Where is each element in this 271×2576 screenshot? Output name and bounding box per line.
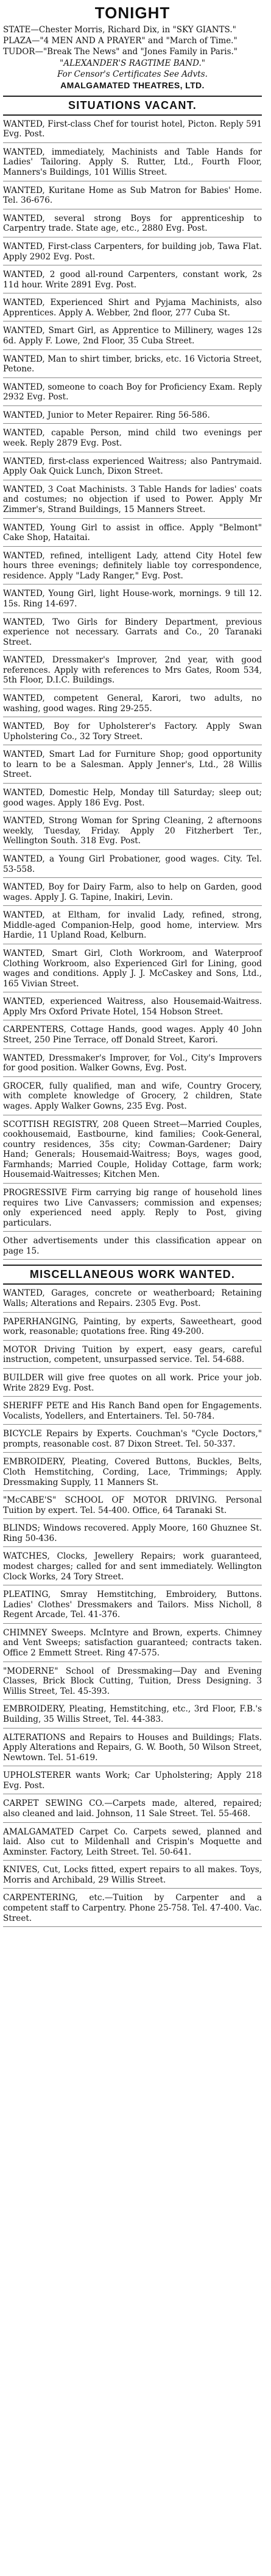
classified-ad: WANTED, a Young Girl Probationer, good wages. City. Tel. 53-558. xyxy=(3,854,262,878)
classified-ad: WANTED, experienced Waitress, also Housemaid-Waitress. Apply Mrs Oxford Private Hotel, 154 Hobson Street. xyxy=(3,997,262,1020)
classified-ad: WANTED, Man to shirt timber, bricks, etc. 16 Victoria Street, Petone. xyxy=(3,354,262,378)
classified-ad: WANTED, competent General, Karori, two adults, no washing, good wages. Ring 29-255. xyxy=(3,693,262,717)
classified-ad: WANTED, Dressmaker's Improver, for Vol., City's Improvers for good position. Walker Gowns, Evg. Post. xyxy=(3,1053,262,1077)
classified-ad: ALTERATIONS and Repairs to Houses and Buildings; Flats. Apply Alterations and Repairs, G. W. Booth, 50 Wilson Street, Newtown. Tel. 51-619. xyxy=(3,1733,262,1767)
classified-ad: KNIVES, Cut, Locks fitted, expert repairs to all makes. Toys, Morris and Archibald, 29 Willis Street. xyxy=(3,1865,262,1889)
classified-ad: MOTOR Driving Tuition by expert, easy gears, careful instruction, competent, unsurpassed service. Tel. 54-688. xyxy=(3,1345,262,1369)
classified-ad: WANTED, refined, intelligent Lady, attend City Hotel few hours three evenings; definitely liable toy correspondence, residence. Apply "Lady Ranger," Evg. Post. xyxy=(3,551,262,585)
classified-ad: WANTED, Junior to Meter Repairer. Ring 56-586. xyxy=(3,410,262,424)
situations-vacant-list xyxy=(3,119,262,1260)
classified-ad: UPHOLSTERER wants Work; Car Upholstering; Apply 218 Evg. Post. xyxy=(3,1771,262,1794)
page-title: TONIGHT xyxy=(94,4,171,22)
classified-ad: SHERIFF PETE and His Ranch Band open for Engagements. Vocalists, Yodellers, and Entertainers. Tel. 50-784. xyxy=(3,1401,262,1425)
classified-ad: WANTED, Boy for Dairy Farm, also to help on Garden, good wages. Apply J. G. Tapine, Inakiri, Levin. xyxy=(3,882,262,906)
classified-ad: WANTED, capable Person, mind child two evenings per week. Reply 2879 Evg. Post. xyxy=(3,428,262,452)
classified-ad: WANTED, Kuritane Home as Sub Matron for Babies' Home. Tel. 36-676. xyxy=(3,186,262,209)
classified-ad: CARPET SEWING CO.—Carpets made, altered, repaired; also cleaned and laid. Johnson, 11 Sale Street. Tel. 55-468. xyxy=(3,1799,262,1822)
classified-ad: BICYCLE Repairs by Experts. Couchman's "Cycle Doctors," prompts, reasonable cost. 87 Dixon Street. Tel. 50-337. xyxy=(3,1429,262,1453)
notice-tudor: TUDOR—"Break The News" and "Jones Family in Paris." xyxy=(3,47,238,57)
classified-ad: Other advertisements under this classification appear on page 15. xyxy=(3,1236,262,1260)
classified-ad: PROGRESSIVE Firm carrying big range of household lines requires two Live Canvassers; commission and expenses; only experienced need apply. Reply to Post, giving particulars. xyxy=(3,1188,262,1232)
classified-ad: BLINDS; Windows recovered. Apply Moore, 160 Ghuznee St. Ring 50-436. xyxy=(3,1523,262,1547)
classified-ad: WANTED, First-class Carpenters, for building job, Tawa Flat. Apply 2902 Evg. Post. xyxy=(3,242,262,265)
classified-ad: BUILDER will give free quotes on all work. Price your job. Write 2829 Evg. Post. xyxy=(3,1373,262,1397)
classified-ad: WANTED, someone to coach Boy for Proficiency Exam. Reply 2932 Evg. Post. xyxy=(3,382,262,406)
classified-ad: WANTED, Smart Lad for Furniture Shop; good opportunity to learn to be a Salesman. Apply Jenner's, Ltd., 28 Willis Street. xyxy=(3,749,262,784)
classified-ad: WANTED, Young Girl, light House-work, mornings. 9 till 12. 15s. Ring 14-697. xyxy=(3,589,262,612)
classified-ad: EMBROIDERY, Pleating, Hemstitching, etc., 3rd Floor, F.B.'s Building, 35 Willis Street, Tel. 44-383. xyxy=(3,1704,262,1728)
classified-ad: WANTED, Domestic Help, Monday till Saturday; sleep out; good wages. Apply 186 Evg. Post. xyxy=(3,788,262,812)
entertainment-notices xyxy=(3,25,262,91)
notice-plaza: PLAZA—"4 MEN AND A PRAYER" and "March of Time." xyxy=(3,36,238,46)
censor-note: For Censor's Certificates See Advts. xyxy=(57,69,208,79)
classified-ad: GROCER, fully qualified, man and wife, Country Grocery, with complete knowledge of Grocery, 2 children, State wages. Apply Walker Gowns, 235 Evg. Post. xyxy=(3,1081,262,1115)
classified-ad: WANTED, Young Girl to assist in office. Apply "Belmont" Cake Shop, Hataitai. xyxy=(3,523,262,547)
classified-ad: WANTED, First-class Chef for tourist hotel, Picton. Reply 591 Evg. Post. xyxy=(3,119,262,143)
classified-ad: WANTED, immediately, Machinists and Table Hands for Ladies' Tailoring. Apply S. Rutter, Ltd., Fourth Floor, Manners's Buildings, 101 Willis Street. xyxy=(3,147,262,181)
classified-ad: WATCHES, Clocks, Jewellery Repairs; work guaranteed, modest charges; called for and sent immediately. Wellington Clock Works, 24 Tory Street. xyxy=(3,1551,262,1585)
classified-ad: "McCABE'S" SCHOOL OF MOTOR DRIVING. Personal Tuition by expert. Tel. 54-400. Office, 64 Taranaki St. xyxy=(3,1495,262,1519)
notice-alexander: "ALEXANDER'S RAGTIME BAND." xyxy=(60,58,205,68)
misc-work-list xyxy=(3,1288,262,1927)
company-name: AMALGAMATED THEATRES, LTD. xyxy=(60,80,205,90)
classified-ad: SCOTTISH REGISTRY, 208 Queen Street—Married Couples, cookhousemaid, Eastbourne, kind families; Cook-General, country residences, 35s city; Cowman-Gardener; Dairy Hand; Generals; Housemaid-Waitress; Boys, wages good, Farmhands; Married Couple, Holiday Cottage, farm work; Housemaid-Waitresses; Kitchen Men. xyxy=(3,1120,262,1184)
classified-ad: WANTED, several strong Boys for apprenticeship to Carpentry trade. State age, etc., 2880 Evg. Post. xyxy=(3,214,262,237)
classified-ad: PAPERHANGING, Painting, by experts, Saweetheart, good work, reasonable; quotations free. Ring 49-200. xyxy=(3,1317,262,1341)
classified-ad: "MODERNE" School of Dressmaking—Day and Evening Classes, Brick Block Cutting, Tuition, Dress Designing. 3 Willis Street, Tel. 45-393. xyxy=(3,1666,262,1700)
classified-ad: WANTED, Boy for Upholsterer's Factory. Apply Swan Upholstering Co., 32 Tory Street. xyxy=(3,721,262,745)
classified-ad: WANTED, Smart Girl, Cloth Workroom, and Waterproof Clothing Workroom, also Experienced Girl for Lining, good wages and conditions. Apply J. J. McCaskey and Sons, Ltd., 165 Vivian Street. xyxy=(3,949,262,992)
classified-ad: WANTED, Strong Woman for Spring Cleaning, 2 afternoons weekly, Tuesday, Friday. Apply 20 Fitzherbert Ter., Wellington South. 318 Evg. Post. xyxy=(3,816,262,850)
classified-ad: WANTED, first-class experienced Waitress; also Pantrymaid. Apply Oak Quick Lunch, Dixon Street. xyxy=(3,457,262,480)
classified-ad: WANTED, Garages, concrete or weatherboard; Retaining Walls; Alterations and Repairs. 2305 Evg. Post. xyxy=(3,1288,262,1312)
classified-ad: WANTED, Experienced Shirt and Pyjama Machinists, also Apprentices. Apply A. Webber, 2nd floor, 277 Cuba St. xyxy=(3,298,262,321)
classified-ad: CARPENTERS, Cottage Hands, good wages. Apply 40 John Street, 250 Pine Terrace, off Donald Street, Karori. xyxy=(3,1025,262,1048)
classified-ad: AMALGAMATED Carpet Co. Carpets sewed, planned and laid. Also cut to Mildenhall and Crispin's Moquette and Axminster. Factory, Leith Street. Tel. 50-641. xyxy=(3,1827,262,1861)
notice-state: STATE—Chester Morris, Richard Dix, in "SKY GIANTS." xyxy=(3,25,236,35)
classified-ad: WANTED, Two Girls for Bindery Department, previous experience not necessary. Garrats and Co., 20 Taranaki Street. xyxy=(3,617,262,651)
classified-ad: PLEATING, Smray Hemstitching, Embroidery, Buttons. Ladies' Clothes' Dressmakers and Tailors. Miss Nicholl, 8 Regent Arcade, Tel. 41-376. xyxy=(3,1590,262,1624)
classified-ad: WANTED, 2 good all-round Carpenters, constant work, 2s 11d hour. Write 2891 Evg. Post. xyxy=(3,270,262,293)
misc-work-heading: MISCELLANEOUS WORK WANTED. xyxy=(3,1265,262,1285)
classified-ad: CHIMNEY Sweeps. McIntyre and Brown, experts. Chimney and Vent Sweeps; satisfaction guaranteed; contracts taken. Office 2 Emmett Street. Ring 47-575. xyxy=(3,1628,262,1662)
situations-vacant-heading: SITUATIONS VACANT. xyxy=(3,96,262,116)
classified-ad: WANTED, Smart Girl, as Apprentice to Millinery, wages 12s 6d. Apply F. Lowe, 2nd Floor, 35 Cuba Street. xyxy=(3,326,262,349)
classified-ad: WANTED, at Eltham, for invalid Lady, refined, strong, Middle-aged Companion-Help, good home, interview. Mrs Hardie, 11 Upland Road, Kelburn. xyxy=(3,910,262,944)
classified-ad: EMBROIDERY, Pleating, Covered Buttons, Buckles, Belts, Cloth Hemstitching, Cording, Lace, Trimmings; Apply. Dressmaking Supply, 11 Manners St. xyxy=(3,1457,262,1491)
classified-ad: WANTED, Dressmaker's Improver, 2nd year, with good references. Apply with references to Mrs Gates, Room 534, 5th Floor, D.I.C. Buildings. xyxy=(3,655,262,689)
classified-ad: WANTED, 3 Coat Machinists. 3 Table Hands for ladies' coats and costumes; no objection if used to Power. Apply Mr Zimmer's, Strand Buildings, 15 Manners Street. xyxy=(3,485,262,519)
classified-ad: CARPENTERING, etc.—Tuition by Carpenter and a competent staff to Carpentry. Phone 25-758. Tel. 47-400. Vac. Street. xyxy=(3,1893,262,1927)
